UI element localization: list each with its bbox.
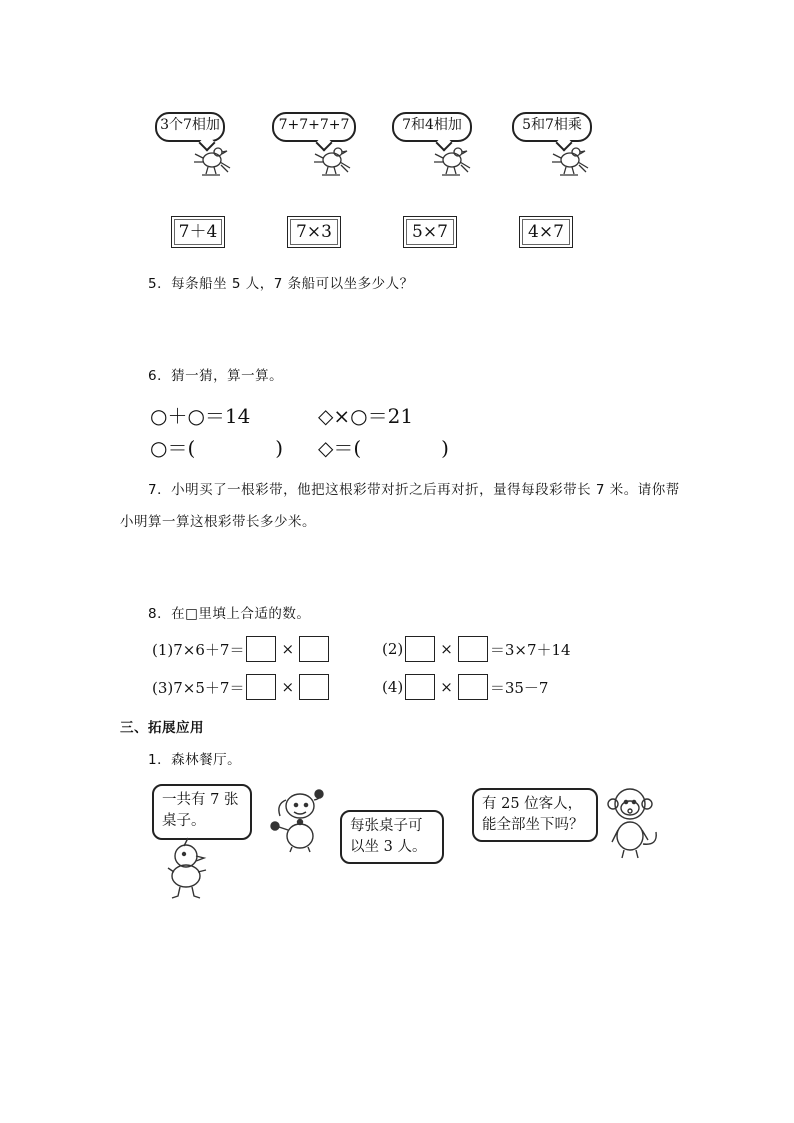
expr-box-4[interactable] (519, 216, 573, 248)
q8-row-3-box-a[interactable] (246, 674, 276, 700)
section-3-heading: 三、拓展应用 (120, 720, 204, 736)
q6-equation-1: ○＋○＝14 (150, 404, 251, 428)
bubble-1-text: 3个7相加 (160, 117, 220, 133)
expr-box-3[interactable] (403, 216, 457, 248)
q8-row-3-prefix: (3)7×5＋7＝ (152, 678, 245, 697)
q8-row-1-box-b[interactable] (299, 636, 329, 662)
question-7-line-2: 小明算一算这根彩带长多少米。 (120, 514, 316, 530)
bird-illustration-3 (430, 142, 474, 178)
q8-row-2-suffix: ＝3×7＋14 (489, 640, 571, 659)
bird-illustration-1 (190, 142, 234, 178)
q8-row-1 (152, 636, 329, 662)
monkey-line-2: 能全部坐下吗？ (482, 817, 584, 833)
dog-speech-bubble (340, 810, 444, 864)
q8-row-3-box-b[interactable] (299, 674, 329, 700)
q8-row-2-prefix: (2) (382, 640, 404, 658)
expr-box-3-text: 5×7 (412, 222, 448, 242)
q6-answer-1[interactable]: ○＝( ) (150, 436, 284, 460)
bubble-2-text: 7+7+7+7 (278, 117, 350, 133)
bubble-2 (272, 112, 356, 142)
q8-row-4 (382, 674, 548, 700)
chick-speech-bubble (152, 784, 252, 840)
q8-row-4-box-a[interactable] (405, 674, 435, 700)
expr-box-1[interactable] (171, 216, 225, 248)
q8-row-4-box-b[interactable] (458, 674, 488, 700)
expr-box-2[interactable] (287, 216, 341, 248)
bubble-1 (155, 112, 225, 142)
q8-row-1-times: × (281, 640, 295, 658)
bubble-4-text: 5和7相乘 (522, 117, 582, 133)
q8-row-1-box-a[interactable] (246, 636, 276, 662)
q8-row-1-prefix: (1)7×6＋7＝ (152, 640, 245, 659)
question-5: 5．每条船坐 5 人，7 条船可以坐多少人？ (148, 276, 414, 292)
monkey-illustration (600, 784, 664, 860)
q8-row-2-box-a[interactable] (405, 636, 435, 662)
q8-row-4-times: × (440, 678, 453, 696)
monkey-speech-bubble (472, 788, 598, 842)
question-8-title: 8．在□里填上合适的数。 (148, 606, 311, 622)
expr-box-2-text: 7×3 (296, 222, 332, 242)
q8-row-4-suffix: ＝35－7 (489, 678, 549, 697)
q8-row-2-box-b[interactable] (458, 636, 488, 662)
chick-illustration (160, 836, 216, 900)
q8-row-3-times: × (281, 678, 295, 696)
bubble-3-text: 7和4相加 (402, 117, 462, 133)
q8-row-3 (152, 674, 329, 700)
expr-box-1-text: 7＋4 (178, 222, 218, 242)
question-7-line-1: 7．小明买了一根彩带，他把这根彩带对折之后再对折，量得每段彩带长 7 米。请你帮 (148, 482, 680, 498)
q8-row-2-times: × (440, 640, 453, 658)
q6-answer-2[interactable]: ◇＝( ) (318, 436, 449, 460)
section-3-question-1-title: 1．森林餐厅。 (148, 752, 242, 768)
q8-row-4-prefix: (4) (382, 678, 404, 696)
bubble-3 (392, 112, 472, 142)
bird-illustration-4 (548, 142, 592, 178)
q8-row-2 (382, 636, 571, 662)
dog-line-2: 以坐 3 人。 (350, 839, 427, 855)
chick-line-1: 一共有 7 张 (162, 792, 239, 808)
question-6-title: 6．猜一猜，算一算。 (148, 368, 284, 384)
dog-line-1: 每张桌子可 (350, 818, 423, 834)
q6-equation-2: ◇×○＝21 (318, 404, 414, 428)
dog-illustration (266, 786, 332, 854)
monkey-line-1: 有 25 位客人， (482, 796, 583, 812)
bubble-4 (512, 112, 592, 142)
bird-illustration-2 (310, 142, 354, 178)
expr-box-4-text: 4×7 (528, 222, 564, 242)
chick-line-2: 桌子。 (162, 813, 206, 829)
